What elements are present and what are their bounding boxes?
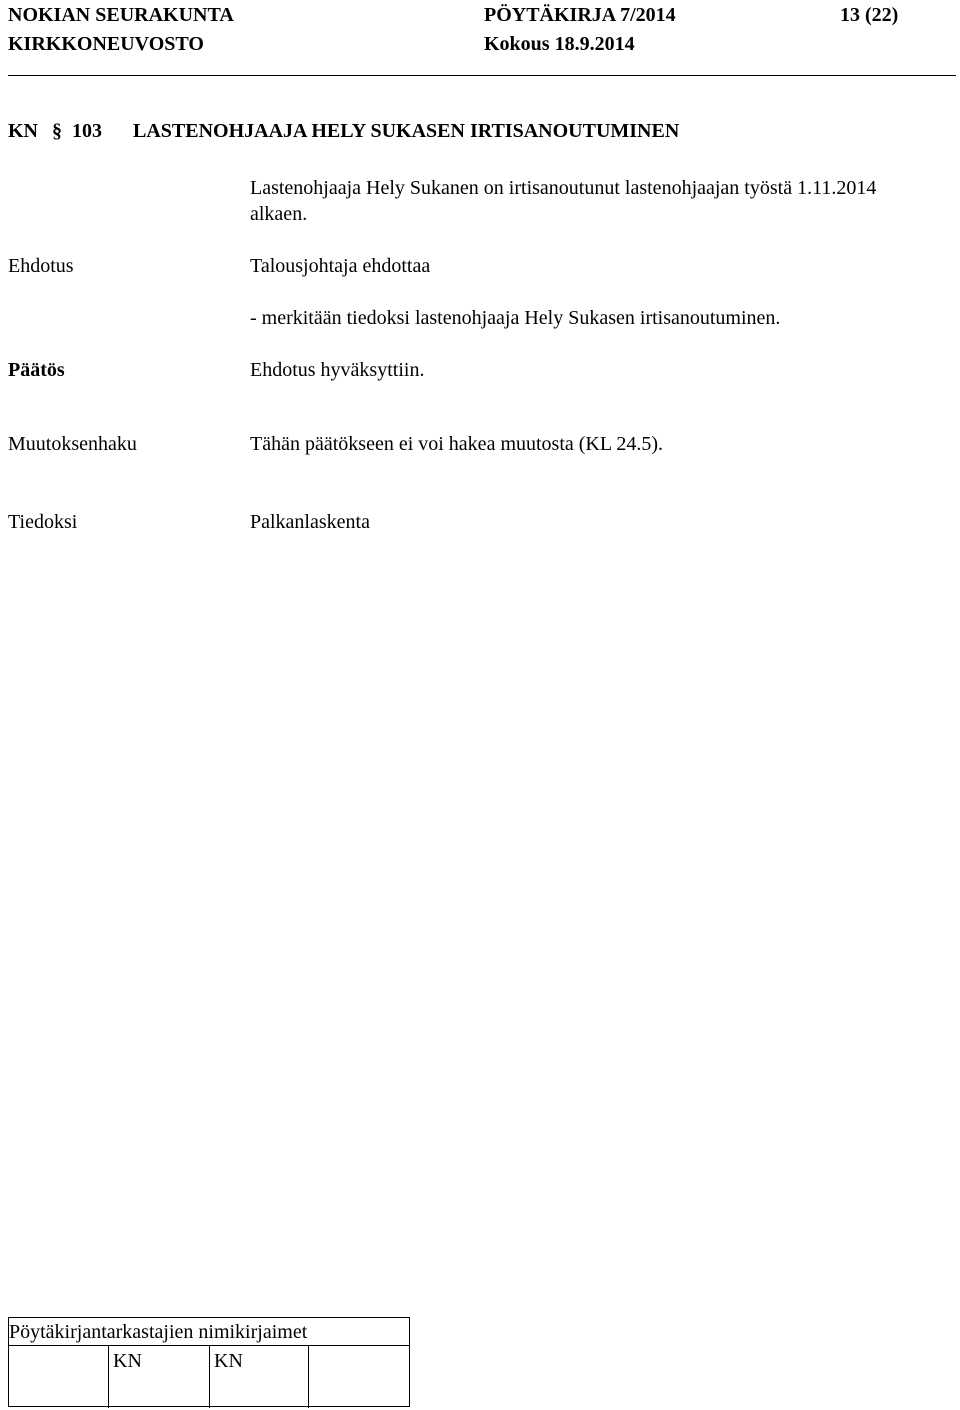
section-symbol: §: [52, 120, 62, 142]
signature-cell: [109, 1346, 210, 1408]
signature-table: [8, 1317, 410, 1407]
signature-caption: Pöytäkirjantarkastajien nimikirjaimet: [9, 1318, 409, 1346]
decision-text: Ehdotus hyväksyttiin.: [250, 359, 425, 381]
meeting-date: Kokous 18.9.2014: [484, 33, 635, 55]
signature-cell: [9, 1346, 109, 1408]
section-title: LASTENOHJAAJA HELY SUKASEN IRTISANOUTUMINEN: [133, 120, 680, 142]
section-prefix: KN: [8, 120, 38, 142]
page-number: 13 (22): [840, 4, 899, 26]
appeal-label: Muutoksenhaku: [8, 433, 137, 455]
intro-text-line-1: Lastenohjaaja Hely Sukanen on irtisanoutunut lastenohjaajan työstä 1.11.2014: [250, 177, 877, 199]
proposal-author: Talousjohtaja ehdottaa: [250, 255, 431, 277]
intro-text-line-2: alkaen.: [250, 203, 308, 225]
document-title: PÖYTÄKIRJA 7/2014: [484, 4, 676, 26]
signature-cell: [309, 1346, 409, 1408]
organization-name: NOKIAN SEURAKUNTA: [8, 4, 234, 26]
info-text: Palkanlaskenta: [250, 511, 370, 533]
header-divider: [8, 75, 956, 76]
info-label: Tiedoksi: [8, 511, 78, 533]
signature-cell: [210, 1346, 309, 1408]
signature-initials: KN: [214, 1350, 243, 1372]
governing-body: KIRKKONEUVOSTO: [8, 33, 204, 55]
signature-initials: KN: [113, 1350, 142, 1372]
proposal-label: Ehdotus: [8, 255, 74, 277]
proposal-item: - merkitään tiedoksi lastenohjaaja Hely Sukasen irtisanoutuminen.: [250, 307, 781, 329]
decision-label: Päätös: [8, 359, 65, 381]
appeal-text: Tähän päätökseen ei voi hakea muutosta (KL 24.5).: [250, 433, 664, 455]
section-number: 103: [72, 120, 102, 142]
